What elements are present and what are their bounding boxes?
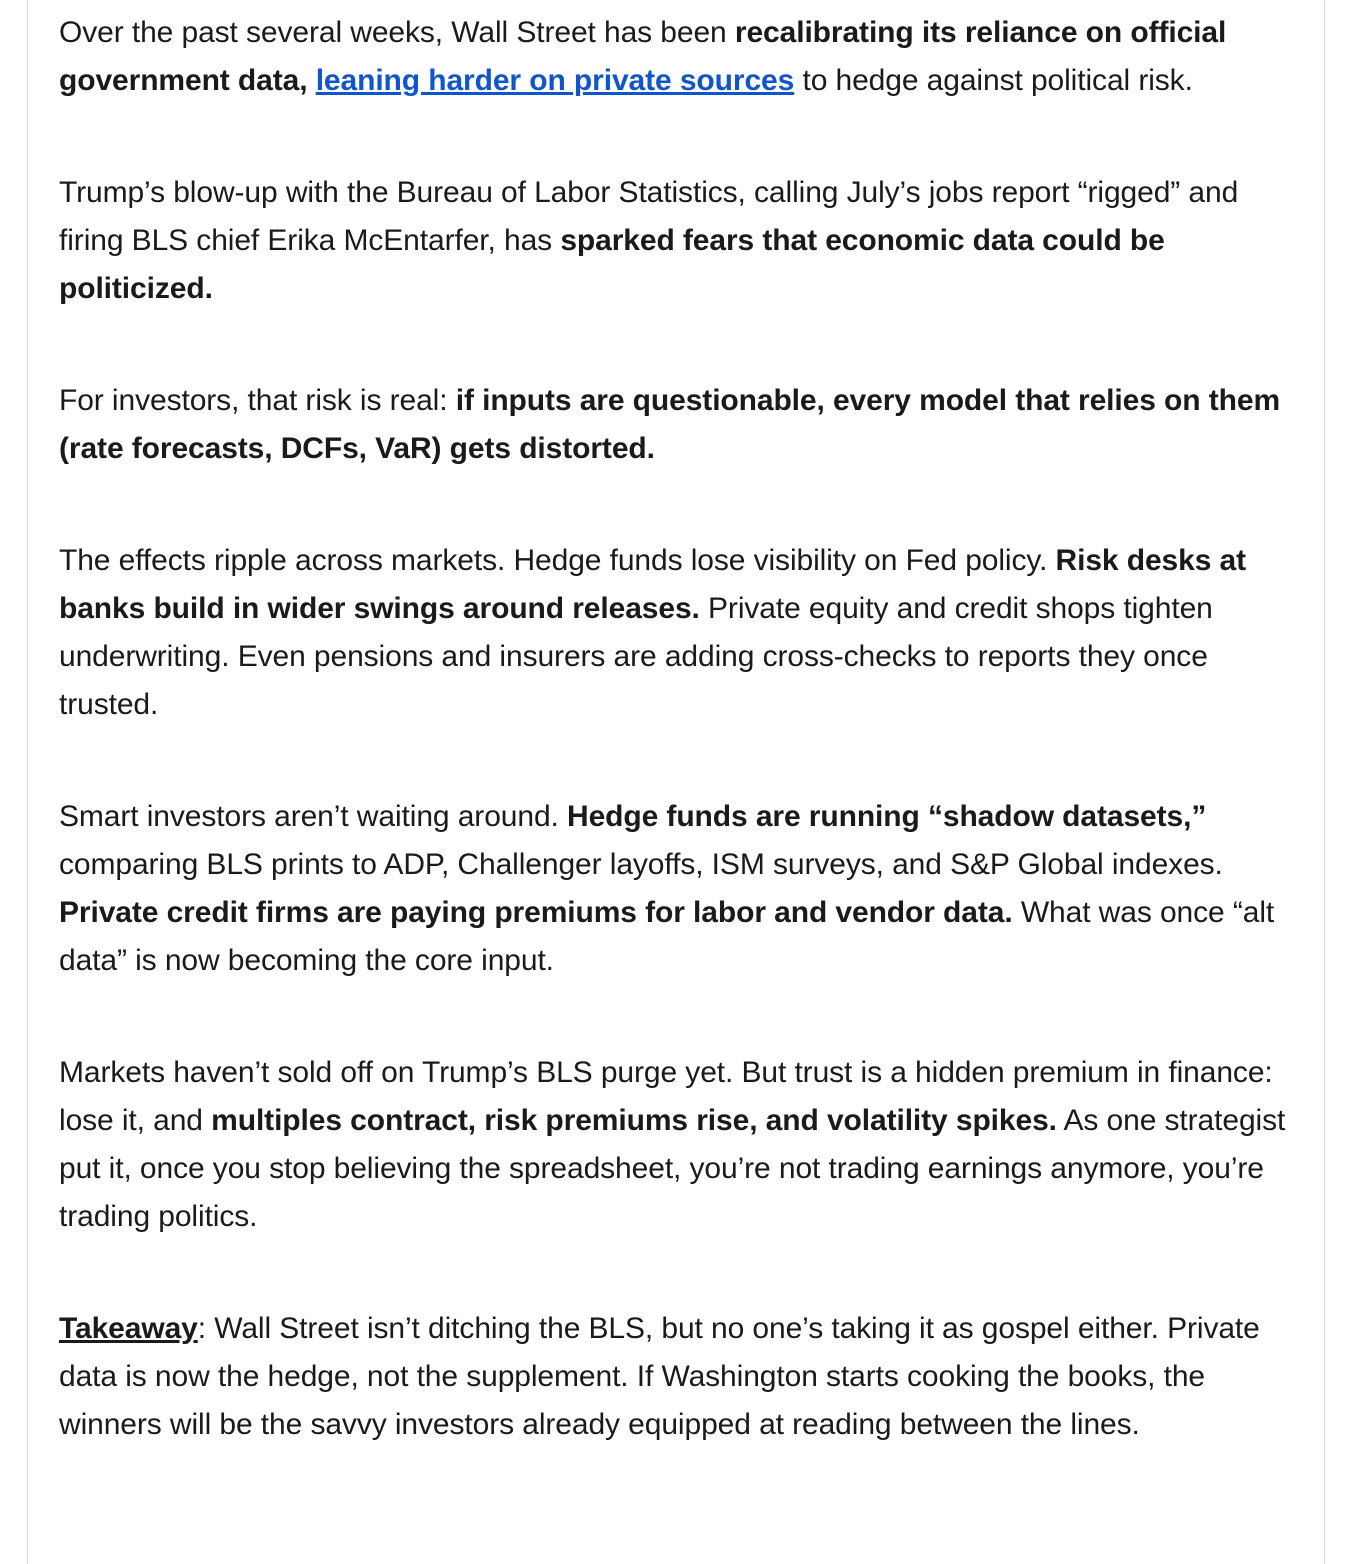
text: comparing BLS prints to ADP, Challenger layoffs, ISM surveys, and S&P Global indexes. bbox=[59, 848, 1223, 881]
paragraph-takeaway bbox=[59, 1305, 1309, 1449]
text: Over the past several weeks, Wall Street has been bbox=[59, 16, 735, 49]
emphasis: multiples contract, risk premiums rise, and volatility spikes. bbox=[211, 1104, 1057, 1137]
private-sources-link[interactable]: leaning harder on private sources bbox=[315, 64, 795, 97]
paragraph-1 bbox=[59, 9, 1309, 105]
text: Markets haven’t sold off on Trump’s BLS purge yet. But trust is a hidden premium in finance: lose it, and bbox=[59, 1056, 1273, 1137]
email-frame bbox=[27, 0, 1325, 1564]
paragraph-3 bbox=[59, 377, 1309, 473]
emphasis: Private credit firms are paying premiums for labor and vendor data. bbox=[59, 896, 1013, 929]
emphasis: sparked fears that economic data could be politicized. bbox=[59, 224, 1165, 305]
text: As one strategist put it, once you stop believing the spreadsheet, you’re not trading earnings anymore, you’re trading politics. bbox=[59, 1104, 1286, 1233]
article-body bbox=[59, 9, 1309, 1449]
emphasis: Hedge funds are running “shadow datasets,” bbox=[567, 800, 1207, 833]
paragraph-6 bbox=[59, 1049, 1309, 1241]
text: What was once “alt data” is now becoming the core input. bbox=[59, 896, 1275, 977]
text: Trump’s blow-up with the Bureau of Labor Statistics, calling July’s jobs report “rigged” and firing BLS chief Erika McEntarfer, has bbox=[59, 176, 1239, 257]
emphasis: if inputs are questionable, every model that relies on them (rate forecasts, DCFs, VaR) gets distorted. bbox=[59, 384, 1281, 465]
paragraph-4 bbox=[59, 537, 1309, 729]
text: : Wall Street isn’t ditching the BLS, but no one’s taking it as gospel either. Private data is now the hedge, not the supplement. If Washington starts cooking the books, the winners will be the savvy investors already equipped at reading between the lines. bbox=[59, 1312, 1260, 1441]
text: For investors, that risk is real: bbox=[59, 384, 456, 417]
text: Smart investors aren’t waiting around. bbox=[59, 800, 568, 833]
emphasis: recalibrating its reliance on official government data, bbox=[59, 16, 1227, 97]
emphasis: Risk desks at banks build in wider swings around releases. bbox=[59, 544, 1247, 625]
takeaway-label: Takeaway bbox=[59, 1312, 198, 1345]
text: Private equity and credit shops tighten underwriting. Even pensions and insurers are adding cross-checks to reports they once trusted. bbox=[59, 592, 1213, 721]
text: The effects ripple across markets. Hedge funds lose visibility on Fed policy. bbox=[59, 544, 1056, 577]
text: to hedge against political risk. bbox=[794, 64, 1193, 97]
paragraph-5 bbox=[59, 793, 1309, 985]
paragraph-2 bbox=[59, 169, 1309, 313]
